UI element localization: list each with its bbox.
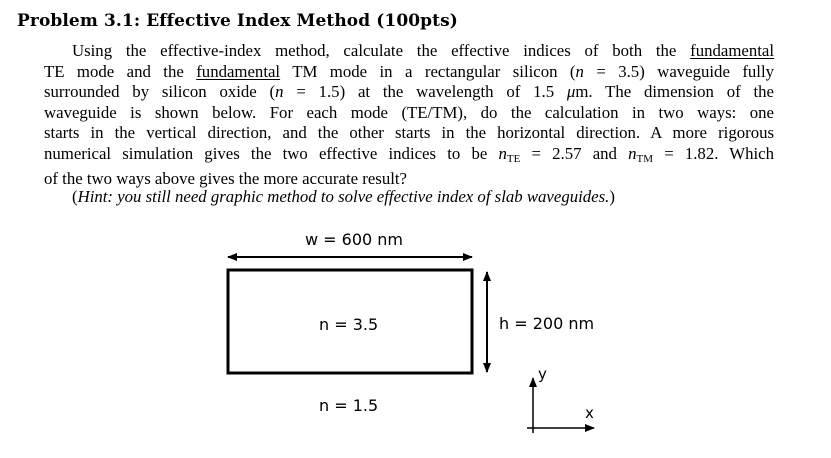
width-label: w = 600 nm <box>305 230 404 249</box>
cladding-index-label: n = 1.5 <box>319 396 379 415</box>
y-axis-label: y <box>538 365 547 383</box>
height-label: h = 200 nm <box>499 314 595 333</box>
statement-line-5: starts in the vertical direction, and the other starts in the horizontal direction. A more rigorous <box>44 123 774 142</box>
statement-line-7: of the two ways above gives the more accurate result? <box>44 169 407 188</box>
statement-line-6: numerical simulation gives the two effective indices to be $n_{TE} = 2.57$ and $n_{TM} = 1.82$. Which <box>44 143 775 165</box>
core-index-label: n = 3.5 <box>319 315 379 334</box>
statement-line-2: TE mode and the fundamental TM mode in a rectangular silicon (n = 3.5) waveguide fully <box>44 61 775 81</box>
hint-text: (Hint: you still need graphic method to solve effective index of slab waveguides.) <box>72 187 615 206</box>
statement-line-1: Using the effective-index method, calculate the effective indices of both the fundamental <box>72 41 774 60</box>
statement-line-3: surrounded by silicon oxide (n = 1.5) at the wavelength of 1.5 μm. The dimension of the <box>44 82 774 101</box>
statement-line-4: waveguide is shown below. For each mode (TE/TM), do the calculation in two ways: one <box>44 102 774 122</box>
x-axis-label: x <box>585 404 594 422</box>
problem-heading: Problem 3.1: Effective Index Method (100pts) <box>17 11 458 31</box>
